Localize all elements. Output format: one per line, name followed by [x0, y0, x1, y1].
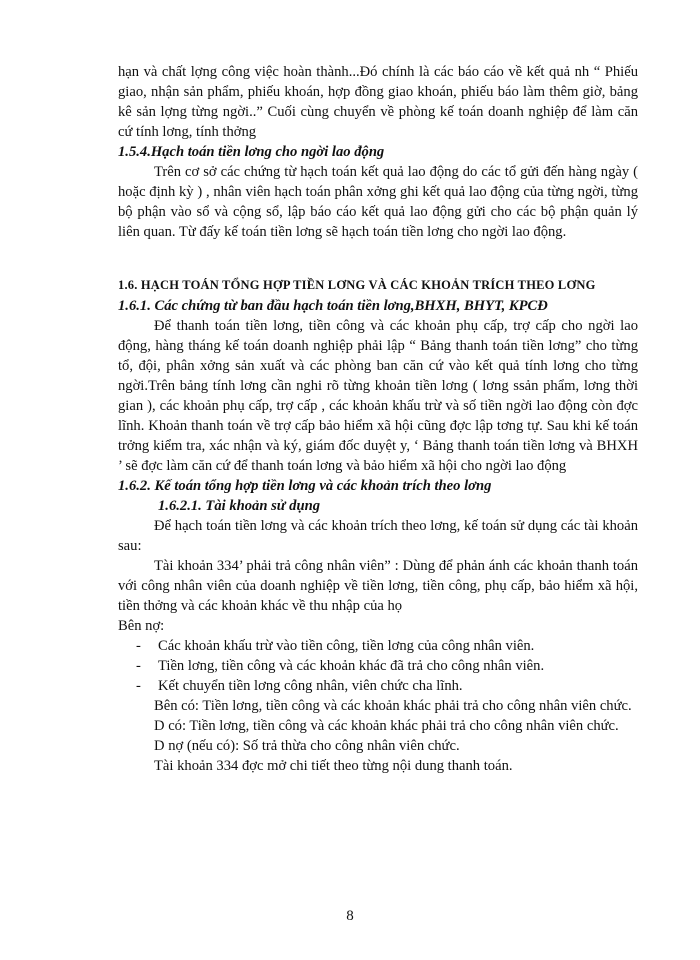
credit-balance-paragraph: D có: Tiền lơng, tiền công và các khoản khác phải trả cho công nhân viên chức. [154, 718, 619, 734]
list-item: - Kết chuyển tiền lơng công nhân, viên chức cha lĩnh. [118, 676, 638, 696]
heading-1-6-2: 1.6.2. Kế toán tổng hợp tiền lơng và các khoản trích theo lơng [118, 478, 492, 494]
closing-paragraph: Tài khoản 334 đợc mở chi tiết theo từng nội dung thanh toán. [154, 758, 513, 774]
credit-paragraph: Bên có: Tiền lơng, tiền công và các khoản khác phải trả cho công nhân viên chức. [154, 698, 632, 714]
top-paragraph-block [118, 62, 638, 142]
paragraph-1-5-4: Trên cơ sở các chứng từ hạch toán kết quả lao động do các tổ gửi đến hàng ngày ( hoặc định kỳ ) , nhân viên hạch toán phân xởng ghi kết quả lao động của từng ngời, từng bộ phận vào sổ và cộng sổ, lập báo cáo kết quả lao động gửi cho các bộ phận quản lý liên quan. Từ đấy kế toán tiền lơng sẽ hạch toán tiền lơng cho ngời lao động. [118, 164, 638, 240]
debit-balance-paragraph: D nợ (nếu có): Số trả thừa cho công nhân viên chức. [154, 738, 460, 754]
heading-1-6: 1.6. HẠCH TOÁN TỔNG HỢP TIỀN LƠNG VÀ CÁC KHOẢN TRÍCH THEO LƠNG [118, 278, 596, 292]
debit-list [118, 636, 638, 696]
heading-1-6-1: 1.6.1. Các chứng từ ban đầu hạch toán tiền lơng,BHXH, BHYT, KPCĐ [118, 298, 548, 314]
paragraph-account-334: Tài khoản 334’ phải trả công nhân viên” : Dùng để phản ánh các khoản thanh toán với công nhân viên của doanh nghiệp về tiền lơng, tiền công, phụ cấp, bảo hiểm xã hội, tiền thởng và các khoản khác về thu nhập của họ [118, 558, 638, 614]
heading-1-5-4: 1.5.4.Hạch toán tiền lơng cho ngời lao động [118, 144, 385, 160]
section-16 [118, 276, 638, 776]
debit-label: Bên nợ: [118, 618, 165, 634]
page-number: 8 [346, 908, 354, 924]
paragraph-1-6-1: Để thanh toán tiền lơng, tiền công và các khoản phụ cấp, trợ cấp cho ngời lao động, hàng tháng kế toán doanh nghiệp phải lập “ Bảng thanh toán tiền lơng” cho từng tổ, đội, phân xởng sản xuất và các phòng ban căn cứ vào kết quả tính lơng cho từng ngời.Trên bảng tính lơng cần nghi rõ từng khoản tiền lơng ( lơng ssản phẩm, lơng thời gian ), các khoản phụ cấp, trợ cấp , các khoản khấu trừ và số tiền ngời lao động còn đợc lĩnh. Khoản thanh toán về trợ cấp bảo hiểm xã hội cũng đợc lập tơng tự. Sau khi kế toán trởng kiểm tra, xác nhận và ký, giám đốc duyệt y, ‘ Bảng thanh toán tiền lơng và BHXH ’ sẽ đợc làm căn cứ để thanh toán lơng và bảo hiểm xã hội cho ngời lao động [118, 318, 638, 474]
list-item: - Tiền lơng, tiền công và các khoản khác đã trả cho công nhân viên. [118, 656, 638, 676]
list-item: - Các khoản khấu trừ vào tiền công, tiền lơng của công nhân viên. [118, 636, 638, 656]
paragraph-1-6-2-1: Để hạch toán tiền lơng và các khoản trích theo lơng, kế toán sử dụng các tài khoản sau: [118, 518, 638, 554]
section-154 [118, 142, 638, 242]
top-paragraph: hạn và chất lợng công việc hoàn thành...Đó chính là các báo cáo về kết quả nh “ Phiếu giao, nhận sản phẩm, phiếu khoán, hợp đồng giao khoán, phiếu báo làm thêm giờ, bảng kê sản lợng từng ngời..” Cuối cùng chuyển về phòng kế toán doanh nghiệp để làm căn cứ tính lơng, tính thởng [118, 64, 638, 140]
heading-1-6-2-1: 1.6.2.1. Tài khoản sử dụng [158, 498, 321, 514]
